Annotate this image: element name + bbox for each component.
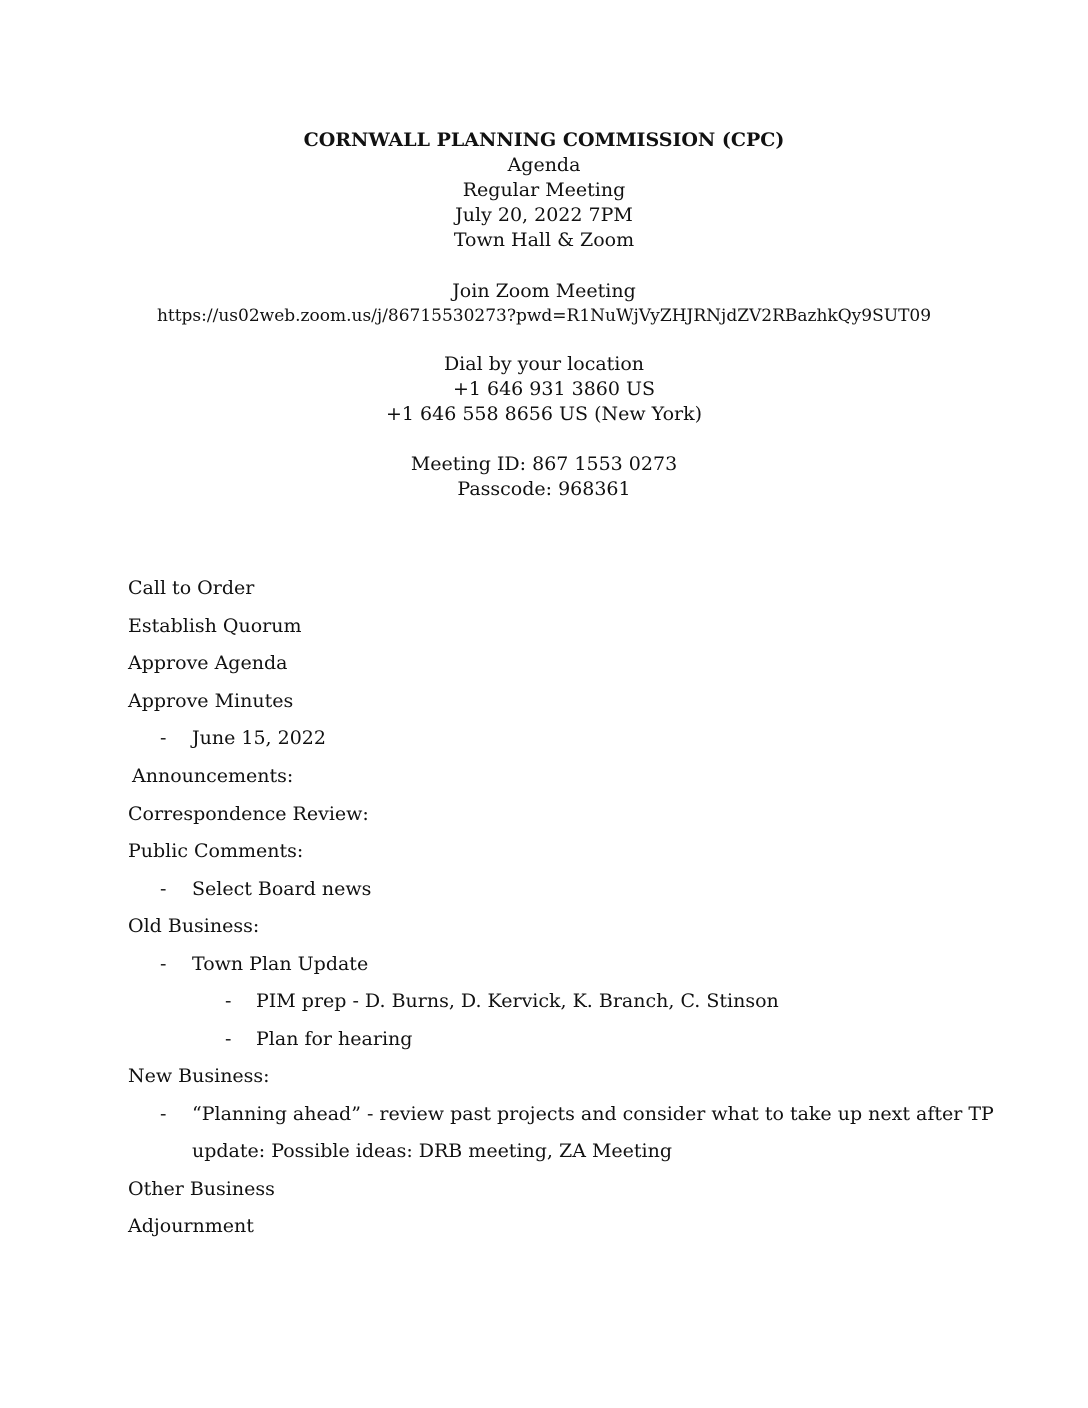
zoom-join-label: Join Zoom Meeting	[452, 280, 636, 302]
dial-label: Dial by your location	[443, 353, 645, 375]
agenda-item-adjournment: Adjournment	[128, 1215, 254, 1237]
sub-sub-item-plan-for-hearing: Plan for hearing	[256, 1028, 413, 1050]
zoom-meeting-link[interactable]: https://us02web.zoom.us/j/86715530273?pwd=R1NuWjVyZHJRNjdZV2RBazhkQy9SUT09	[156, 306, 932, 326]
bullet-dash: -	[225, 990, 232, 1012]
sub-item-minutes-date: June 15, 2022	[192, 727, 326, 749]
bullet-dash: -	[160, 953, 167, 975]
bullet-dash: -	[160, 878, 167, 900]
meeting-id: Meeting ID: 867 1553 0273	[410, 453, 678, 475]
agenda-item-other-business: Other Business	[128, 1178, 275, 1200]
bullet-dash: -	[160, 727, 167, 749]
agenda-item-announcements: Announcements:	[132, 765, 294, 787]
meeting-location: Town Hall & Zoom	[453, 229, 635, 251]
bullet-dash: -	[225, 1028, 232, 1050]
agenda-item-public-comments: Public Comments:	[128, 840, 304, 862]
sub-item-planning-ahead-line-2: update: Possible ideas: DRB meeting, ZA Meeting	[192, 1140, 673, 1162]
document-title: CORNWALL PLANNING COMMISSION (CPC)	[303, 129, 785, 151]
bullet-dash: -	[160, 1103, 167, 1125]
document-subtitle: Agenda	[507, 154, 581, 176]
passcode: Passcode: 968361	[457, 478, 631, 500]
sub-item-planning-ahead-line-1: “Planning ahead” - review past projects and consider what to take up next after TP	[192, 1103, 994, 1125]
agenda-item-new-business: New Business:	[128, 1065, 270, 1087]
meeting-date-time: July 20, 2022 7PM	[455, 204, 633, 226]
meeting-type: Regular Meeting	[462, 179, 626, 201]
agenda-item-old-business: Old Business:	[128, 915, 260, 937]
sub-item-town-plan-update: Town Plan Update	[192, 953, 369, 975]
agenda-item-correspondence: Correspondence Review:	[128, 803, 369, 825]
agenda-item-approve-minutes: Approve Minutes	[128, 690, 294, 712]
phone-number-2: +1 646 558 8656 US (New York)	[385, 403, 703, 425]
sub-sub-item-pim-prep: PIM prep - D. Burns, D. Kervick, K. Branch, C. Stinson	[256, 990, 779, 1012]
agenda-item-call-to-order: Call to Order	[128, 577, 255, 599]
agenda-item-approve-agenda: Approve Agenda	[128, 652, 288, 674]
sub-item-select-board: Select Board news	[192, 878, 372, 900]
agenda-item-establish-quorum: Establish Quorum	[128, 615, 302, 637]
phone-number-1: +1 646 931 3860 US	[452, 378, 656, 400]
